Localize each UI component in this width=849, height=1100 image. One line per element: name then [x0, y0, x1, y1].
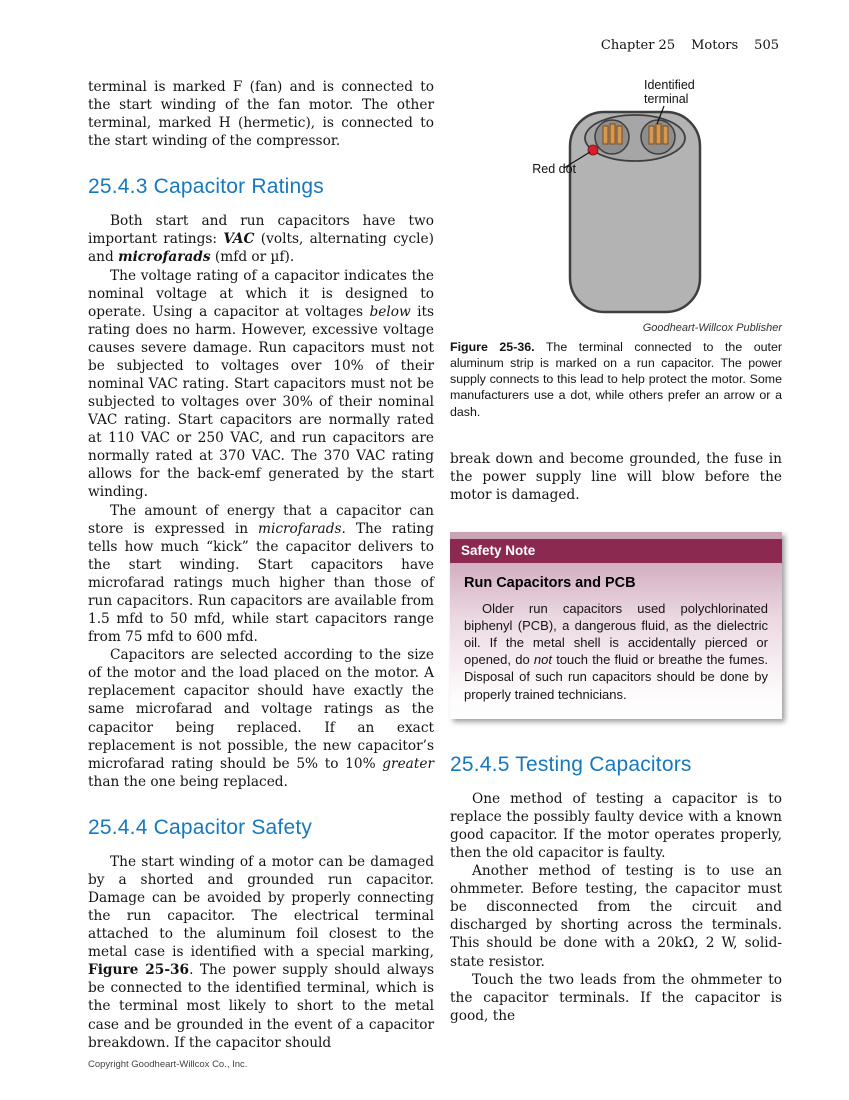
- terminal-right: [649, 124, 668, 144]
- term-vac: VAC: [223, 231, 255, 248]
- figure-reference: Figure 25-36: [88, 962, 190, 979]
- paragraph-ratings-1: Both start and run capacitors have two important ratings: VAC (volts, alternating cycle) and microfarads (mfd or µf).: [88, 213, 434, 266]
- figure-25-36: [450, 78, 782, 320]
- safety-note-title: Run Capacitors and PCB: [464, 574, 636, 591]
- figure-caption-number: Figure 25-36.: [450, 340, 535, 354]
- running-head: [585, 38, 779, 53]
- figure-label-red-dot: Red dot: [532, 162, 576, 176]
- paragraph-testing-3: Touch the two leads from the ohmmeter to the capacitor terminals. If the capacitor is good, the: [450, 971, 782, 1024]
- copyright-footer: Copyright Goodheart-Willcox Co., Inc.: [88, 1059, 248, 1070]
- paragraph-testing-2: Another method of testing is to use an ohmmeter. Before testing, the capacitor must be disconnected from the circuit and discharged by shorting across the terminals. This should be done with a 20kΩ, 2 W, solid-state resistor.: [450, 863, 782, 970]
- paragraph-ratings-3: The amount of energy that a capacitor can store is expressed in microfarads. The rating tells how much “kick” the capacitor delivers to the start winding. Start capacitors have microfarad ratings much higher than those of run capacitors. Run capacitors are available from 1.5 mfd to 50 mfd, while start capacitors range from 75 mfd to 600 mfd.: [88, 502, 434, 646]
- section-heading-capacitor-ratings: 25.4.3 Capacitor Ratings: [88, 175, 324, 199]
- left-column: [88, 78, 434, 1052]
- safety-note-header: Safety Note: [450, 539, 782, 563]
- capacitor-illustration: [450, 78, 782, 320]
- paragraph-safety: The start winding of a motor can be damaged by a shorted and grounded run capacitor. Damage can be avoided by properly connecting the run capacitor. The electrical terminal attached to the aluminum foil closest to the metal case is identified with a special marking, Figure 25-36. The power supply should always be connected to the identified terminal, which is the terminal most likely to short to the metal case and be grounded in the event of a capacitor breakdown. If the capacitor should: [88, 853, 434, 1051]
- section-heading-capacitor-safety: 25.4.4 Capacitor Safety: [88, 815, 313, 839]
- term-microfarads: microfarads: [118, 249, 211, 266]
- safety-note-top-strip: [450, 532, 782, 539]
- safety-note-text: Older run capacitors used polychlorinated biphenyl (PCB), a dangerous fluid, as the dielectric oil. If the metal shell is accidentally pierced or opened, do not touch the fluid or breathe the fumes. Disposal of such run capacitors should be done by properly trained technicians.: [464, 600, 768, 702]
- paragraph-continuation: break down and become grounded, the fuse in the power supply line will blow before the motor is damaged.: [450, 450, 782, 503]
- safety-note-body: [450, 563, 782, 719]
- figure-attribution: Goodheart-Willcox Publisher: [642, 322, 782, 334]
- running-head-page-number: 505: [754, 38, 779, 53]
- figure-caption: Figure 25-36. The terminal connected to the outer aluminum strip is marked on a run capacitor. The power supply connects to this lead to help protect the motor. Some manufacturers use a dot, while others prefer an arrow or a dash.: [450, 340, 782, 419]
- running-head-section: Motors: [691, 38, 739, 53]
- right-column: [450, 78, 782, 1025]
- paragraph-ratings-2: The voltage rating of a capacitor indicates the nominal voltage at which it is designed to operate. Using a capacitor at voltages below its rating does no harm. However, excessive voltage causes severe damage. Run capacitors must not be subjected to voltages over 10% of their nominal VAC rating. Start capacitors must not be subjected to voltages over 30% of their nominal VAC rating. Start capacitors are normally rated at 110 VAC or 250 VAC, and run capacitors are normally rated at 370 VAC. The 370 VAC rating allows for the back-emf generated by the start winding.: [88, 267, 434, 501]
- safety-note-box: [450, 532, 782, 719]
- red-dot: [588, 145, 598, 155]
- paragraph-testing-1: One method of testing a capacitor is to replace the possibly faulty device with a known good capacitor. If the motor operates properly, then the old capacitor is faulty.: [450, 790, 782, 862]
- terminal-left: [603, 124, 622, 144]
- paragraph-ratings-4: Capacitors are selected according to the size of the motor and the load placed on the motor. A replacement capacitor should have exactly the same microfarad and voltage ratings as the capacitor being replaced. If an exact replacement is not possible, the new capacitor’s microfarad rating should be 5% to 10% greater than the one being replaced.: [88, 647, 434, 790]
- section-heading-testing-capacitors: 25.4.5 Testing Capacitors: [450, 752, 692, 776]
- running-head-chapter: Chapter 25: [600, 38, 676, 53]
- figure-label-identified-terminal: Identified terminal: [644, 78, 695, 107]
- paragraph-intro: terminal is marked F (fan) and is connected to the start winding of the fan motor. The other terminal, marked H (hermetic), is connected to the start winding of the compressor.: [88, 79, 434, 150]
